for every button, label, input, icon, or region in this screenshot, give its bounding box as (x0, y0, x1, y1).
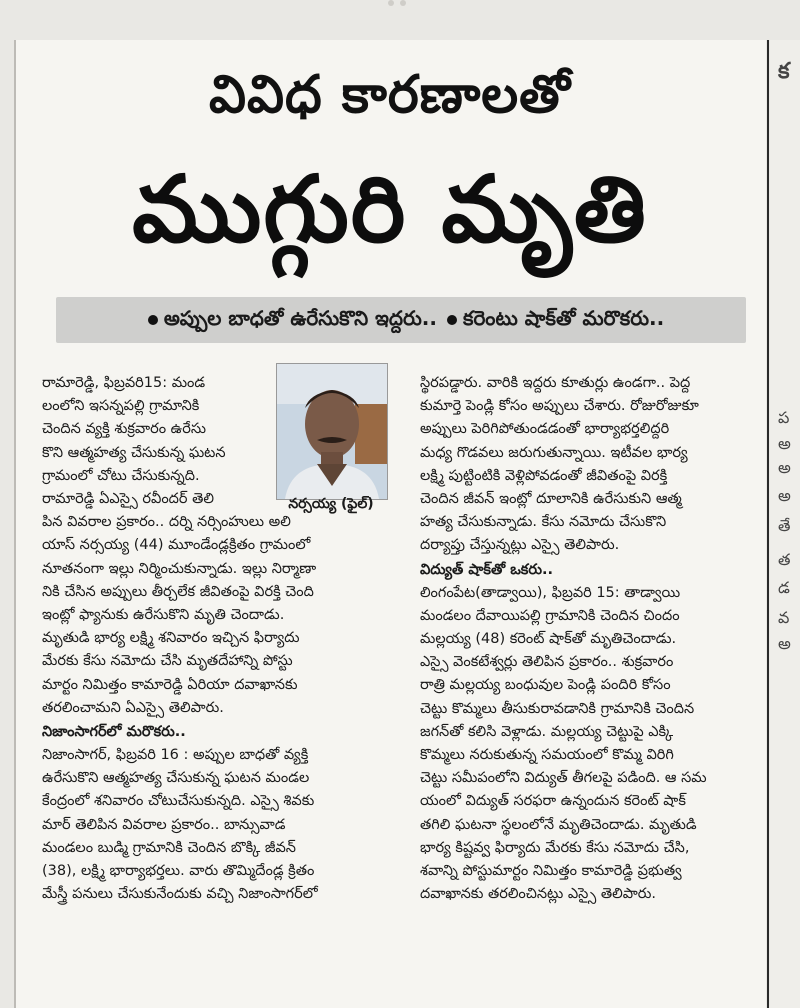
column-1-body (42, 511, 398, 906)
text-line: కేంద్రంలో శనివారం చోటుచేసుకున్నది. ఎస్సై శివకు (42, 793, 315, 810)
adjacent-text-fragment: అ (778, 634, 791, 653)
adjacent-text-fragment: ప (778, 408, 790, 427)
text-line: చెందిన జీవన్ ఇంట్లో దూలానికి ఉరేసుకుని ఆత్మ (420, 491, 682, 508)
text-line: రామారెడ్డి ఏఎస్సై రవీందర్ తెలి (42, 491, 215, 508)
text-line: లింగంపేట(తాడ్వాయి), ఫిబ్రవరి 15: తాడ్వాయి (420, 584, 681, 601)
text-line: రాత్రి మల్లయ్య బంధువుల పెండ్లి పందిరి కోసం (420, 677, 671, 694)
column-divider (767, 40, 769, 1008)
article-headline: ముగ్గురి మృతి (132, 156, 648, 263)
subheadline-item-2: కరెంటు షాక్‌తో మరొకరు.. (463, 305, 665, 330)
text-line: లక్ష్మి పుట్టింటికి వెళ్లిపోవడంతో జీవితంపై విరక్తి (420, 467, 668, 484)
text-line: తగిలి ఘటనా స్థలంలోనే మృతిచెందాడు. మృతుడి (420, 816, 697, 833)
article-kicker: వివిధ కారణాలతో (209, 65, 571, 125)
text-line: నూతనంగా ఇల్లు నిర్మించుకున్నాడు. ఇల్లు నిర్మాణా (42, 560, 317, 577)
adjacent-text-fragment: వ (778, 608, 790, 627)
text-line: ఉరేసుకొని ఆత్మహత్య చేసుకున్న ఘటన మండల (42, 770, 310, 787)
section-subhead: విద్యుత్ షాక్‌తో ఒకరు.. (420, 561, 553, 578)
text-line: మల్లయ్య (48) కరెంట్ షాక్‌తో మృతిచెందాడు. (420, 631, 677, 648)
text-line: మేరకు కేసు నమోదు చేసి మృతదేహాన్ని పోస్టు (42, 653, 293, 670)
text-line: యాస్ నర్సయ్య (44) మూండేండ్లక్రితం గ్రామంలో (42, 537, 311, 554)
text-line: మార్ తెలిపిన వివరాల ప్రకారం.. బాన్సువాడ (42, 816, 286, 833)
text-line: ఎస్సై వెంకటేశ్వర్లు తెలిపిన ప్రకారం.. శుక్రవారం (420, 654, 674, 671)
text-line: హత్య చేసుకున్నాడు. కేసు నమోదు చేసుకొని (420, 514, 667, 531)
text-line: లంలోని ఇసన్నపల్లి గ్రామానికి (42, 398, 200, 415)
bullet-icon (447, 315, 457, 325)
article-column-1 (42, 372, 398, 906)
photo-caption: నర్సయ్య (ఫైల్) (288, 496, 374, 512)
text-line: జగన్‌తో కలిసి వెళ్లాడు. మల్లయ్య చెట్టుపై ఎక్కి (420, 723, 674, 740)
text-line: దర్యాప్తు చేస్తున్నట్లు ఎస్సై తెలిపారు. (420, 537, 620, 554)
adjacent-headline-fragment: క (778, 59, 790, 84)
text-line: తరలించామని ఏఎస్సై తెలిపారు. (42, 699, 224, 716)
text-line: కొమ్మలు నరుకుతున్న సమయంలో కొమ్మ విరిగి (420, 747, 674, 764)
text-line: శవాన్ని పోస్టుమార్టం నిమిత్తం కామారెడ్డి ప్రభుత్వ (420, 863, 682, 880)
text-line: కొని ఆత్మహత్య చేసుకున్న ఘటన (42, 444, 226, 461)
adjacent-text-fragment: అ (778, 486, 791, 505)
text-line: స్థిరపడ్డారు. వారికి ఇద్దరు కూతుర్లు ఉండగా.. పెద్ద (420, 375, 691, 391)
text-line: నిజాంసాగర్, ఫిబ్రవరి 16 : అప్పుల బాధతో వ్యక్తి (42, 747, 309, 764)
adjacent-text-fragment: తే (778, 516, 791, 535)
adjacent-text-fragment: అ (778, 434, 791, 453)
text-line: (38), లక్ష్మి భార్యాభర్తలు. వారు తొమ్మిదేండ్ల క్రితం (42, 863, 315, 880)
column-1-top-text (42, 372, 272, 511)
text-line: గ్రామంలో చోటు చేసుకున్నది. (42, 467, 200, 484)
text-line: అప్పులు పెరిగిపోతుండడంతో భార్యాభర్తలిద్దరి (420, 421, 670, 438)
text-line: మధ్య గొడవలు జరుగుతున్నాయి. ఇటీవల భార్య (420, 444, 688, 461)
text-line: పిన వివరాల ప్రకారం.. దర్ని నర్సింహులు అలి (42, 514, 291, 531)
text-line: ఇంట్లో ఫ్యానుకు ఉరేసుకొని మృతి చెందాడు. (42, 607, 285, 624)
text-line: చెందిన వ్యక్తి శుక్రవారం ఉరేసు (42, 421, 207, 438)
bullet-icon (148, 315, 158, 325)
adjacent-text-fragment: అ (778, 458, 791, 477)
text-line: మండలం బుడ్మి గ్రామానికి చెందిన బొక్కి జీవన్ (42, 839, 296, 856)
adjacent-text-fragment: త (778, 550, 791, 569)
text-line: నికి చేసిన అప్పులు తీర్చలేక జీవితంపై విరక్తి చెంది (42, 583, 314, 600)
text-line: కుమార్తె పెండ్లి కోసం అప్పులు చేశారు. రోజురోజుకూ (420, 398, 699, 415)
text-line: మేస్త్రీ పనులు చేసుకునేందుకు వచ్చి నిజాంసాగర్‌లో (42, 886, 318, 903)
text-line: మృతుడి భార్య లక్ష్మి శనివారం ఇచ్చిన ఫిర్యాదు (42, 630, 300, 647)
adjacent-column-fragment (770, 40, 800, 1008)
text-line: మార్టం నిమిత్తం కామారెడ్డి ఏరియా దవాఖానకు (42, 676, 298, 693)
article-column-2 (420, 372, 764, 906)
top-edge-marks (0, 0, 800, 14)
text-line: చెట్టు సమీపంలోని విద్యుత్ తీగలపై పడింది. ఆ సమ (420, 770, 707, 787)
text-line: భార్య కిష్టవ్వ ఫిర్యాదు మేరకు కేసు నమోదు చేసి, (420, 839, 690, 856)
text-line: యంలో విద్యుత్ సరఫరా ఉన్నందున కరెంట్ షాక్ (420, 793, 686, 810)
text-line: చెట్టు కొమ్మలు తీసుకురావడానికి గ్రామానికి చెందిన (420, 700, 695, 717)
subheadline-item-1: అప్పుల బాధతో ఉరేసుకొని ఇద్దరు.. (163, 305, 437, 330)
text-line: మండలం దేవాయిపల్లి గ్రామానికి చెందిన చిందం (420, 607, 680, 624)
adjacent-text-fragment: డ (778, 578, 790, 597)
subheadline-bar (56, 297, 746, 343)
section-subhead: నిజాంసాగర్‌లో మరొకరు.. (42, 724, 186, 741)
text-line: దవాఖానకు తరలించినట్లు ఎస్సై తెలిపారు. (420, 886, 656, 903)
text-line: రామారెడ్డి, ఫిబ్రవరి15: మండ (42, 375, 206, 391)
